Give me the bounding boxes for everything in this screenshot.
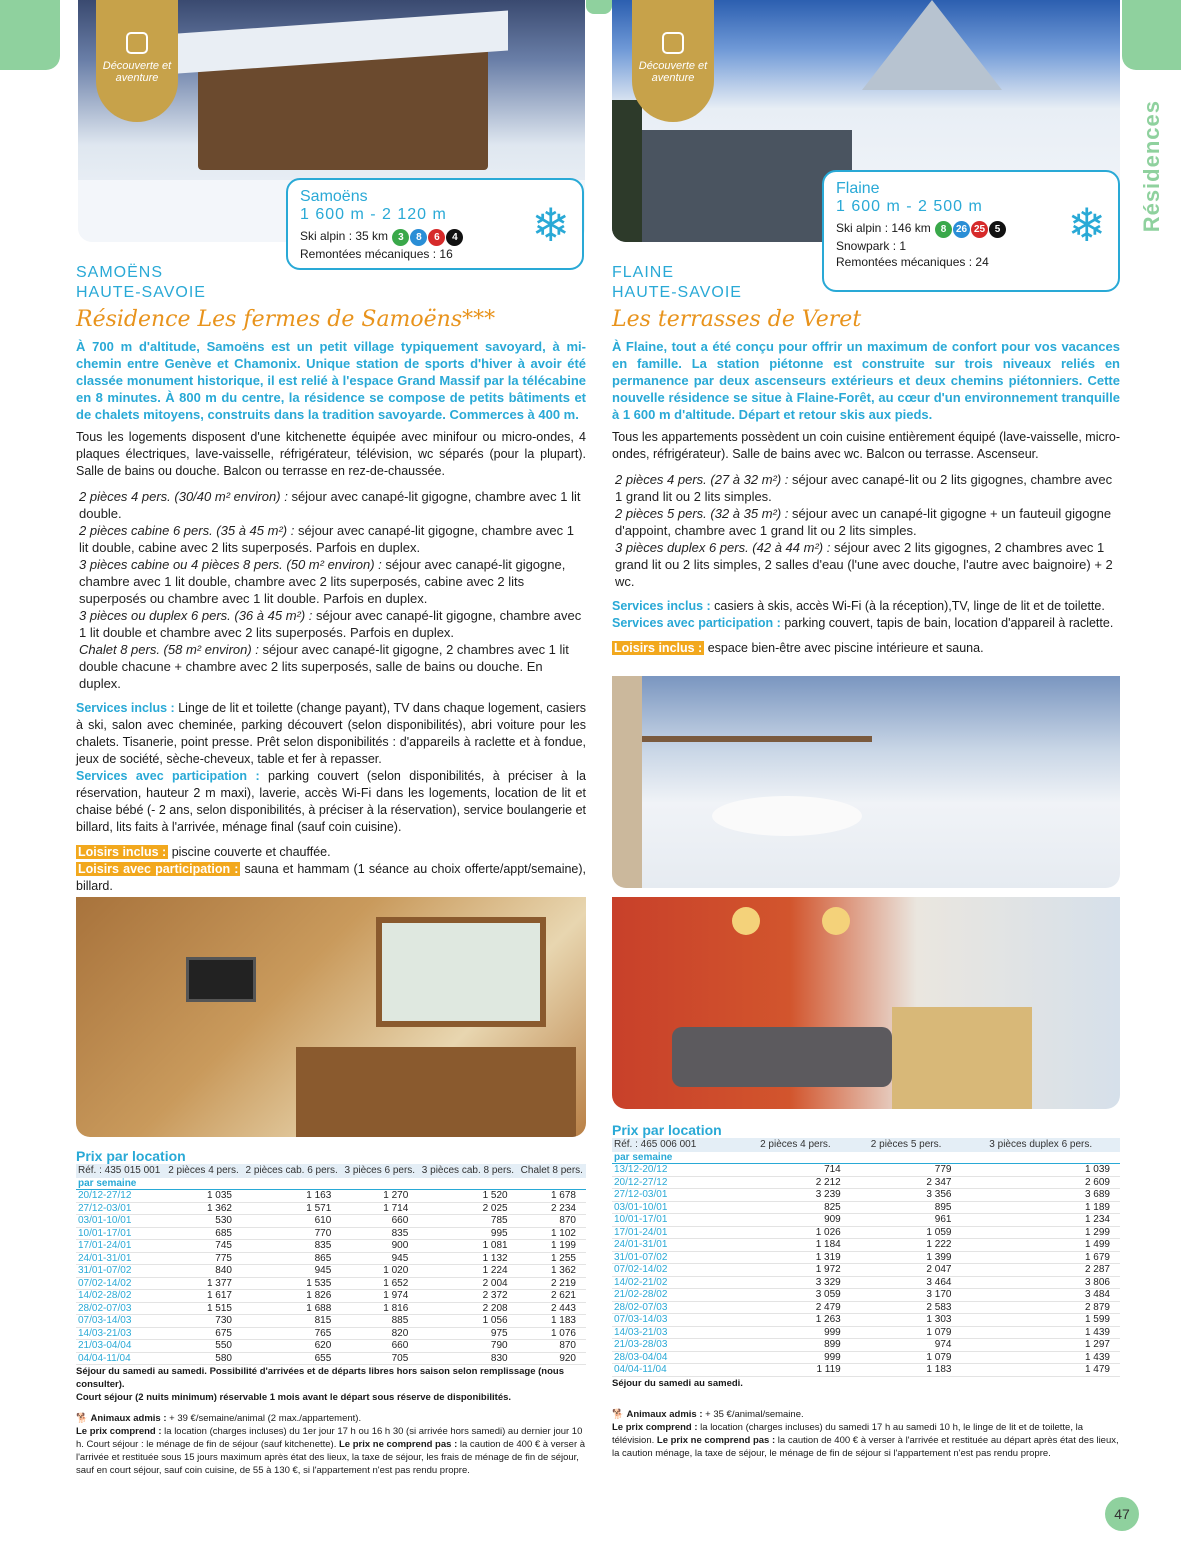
ski-alpin-line: Ski alpin : 35 km 3 8 6 4 bbox=[300, 228, 570, 246]
services-inclus: Services inclus : casiers à skis, accès Wi-Fi (à la réception),TV, linge de lit et de toilette. bbox=[612, 599, 1105, 613]
stay-note: Séjour du samedi au samedi. Possibilité d'arrivées et de départs libres hors saison selon remplissage (nous consulter). bbox=[76, 1366, 564, 1390]
price-title: Prix par location bbox=[612, 1122, 722, 1138]
section-side-label: Résidences bbox=[1139, 100, 1164, 233]
price-cell: 1 319 bbox=[740, 1251, 851, 1264]
price-cell: 1 199 bbox=[518, 1240, 586, 1253]
price-row bbox=[612, 1214, 1120, 1227]
price-row bbox=[612, 1351, 1120, 1364]
price-cell: 1 020 bbox=[341, 1265, 418, 1278]
price-cell: 765 bbox=[242, 1327, 341, 1340]
green-piste-count: 3 bbox=[392, 229, 409, 246]
price-row bbox=[76, 1265, 586, 1278]
blue-piste-count: 26 bbox=[953, 221, 970, 238]
price-cell: 3 239 bbox=[740, 1189, 851, 1202]
price-title: Prix par location bbox=[76, 1148, 186, 1164]
room-item: 3 pièces duplex 6 pers. (42 à 44 m²) : séjour avec 2 lits gigognes, 2 chambres avec 1 grand lit ou 2 lits simples, 2 salles d'eau (l'une avec douche, l'autre avec baignoire) + 2 wc. bbox=[615, 540, 1113, 589]
price-cell: 1 132 bbox=[418, 1252, 517, 1265]
green-tab-left bbox=[0, 0, 60, 70]
price-cell: 1 224 bbox=[418, 1265, 517, 1278]
price-cell: 655 bbox=[242, 1352, 341, 1365]
price-cell: 1 059 bbox=[851, 1226, 962, 1239]
price-cell: 830 bbox=[418, 1352, 517, 1365]
loisirs-participation: Loisirs avec participation : sauna et hammam (1 séance au choix offerte/appt/semaine), billard. bbox=[76, 862, 587, 893]
col-header: 2 pièces 4 pers. bbox=[740, 1138, 851, 1152]
period-cell: 28/03-04/04 bbox=[612, 1351, 740, 1364]
price-cell: 820 bbox=[341, 1327, 418, 1340]
price-cell: 660 bbox=[341, 1215, 418, 1228]
price-row bbox=[612, 1201, 1120, 1214]
price-cell: 3 329 bbox=[740, 1276, 851, 1289]
price-cell: 3 806 bbox=[961, 1276, 1120, 1289]
price-cell: 2 443 bbox=[518, 1302, 586, 1315]
price-cell: 1 439 bbox=[961, 1351, 1120, 1364]
price-cell: 885 bbox=[341, 1315, 418, 1328]
price-cell: 1 362 bbox=[518, 1265, 586, 1278]
price-cell: 1 222 bbox=[851, 1239, 962, 1252]
period-cell: 17/01-24/01 bbox=[612, 1226, 740, 1239]
price-row bbox=[76, 1277, 586, 1290]
price-cell: 1 826 bbox=[242, 1290, 341, 1303]
price-row bbox=[76, 1252, 586, 1265]
price-row bbox=[612, 1189, 1120, 1202]
period-cell: 24/01-31/01 bbox=[612, 1239, 740, 1252]
samoens-interior-photo bbox=[76, 897, 586, 1137]
services-participation: Services avec participation : parking couvert (selon disponibilités, à préciser à la réservation, hauteur 2 m maxi), laverie, accès Wi-Fi dans les logements, location de lit et chaise bébé (- 2 ans, selon disponibilités, à préciser à la réservation), service boulangerie et billard, lits faits à l'arrivée, ménage final (sauf coin cuisine). bbox=[76, 769, 586, 834]
right-content bbox=[612, 263, 1120, 657]
period-cell: 24/01-31/01 bbox=[76, 1252, 165, 1265]
dog-icon: 🐕 bbox=[76, 1413, 91, 1424]
price-cell: 1 056 bbox=[418, 1315, 517, 1328]
period-cell: 21/02-28/02 bbox=[612, 1289, 740, 1302]
price-row bbox=[612, 1326, 1120, 1339]
services-inclus: Services inclus : Linge de lit et toilette (change payant), TV dans chaque logement, casiers à ski, salon avec cheminée, parking découvert (selon disponibilités), abri voiture pour les chalets. Tisanerie, point presse. Prêt selon disponibilités : d'appareils à raclette et à fondue, jeux de société, sèche-cheveux, table et fer à repasser. bbox=[76, 701, 586, 766]
flaine-balcony-photo bbox=[612, 676, 1120, 888]
price-row bbox=[612, 1226, 1120, 1239]
price-row bbox=[76, 1240, 586, 1253]
snowpark-count: Snowpark : 1 bbox=[836, 239, 907, 253]
price-row bbox=[612, 1276, 1120, 1289]
price-row bbox=[612, 1164, 1120, 1177]
red-piste-count: 6 bbox=[428, 229, 445, 246]
room-item: 3 pièces ou duplex 6 pers. (36 à 45 m²) : séjour avec canapé-lit gigogne, chambre avec 1 lit double et chambre avec 2 lits superposés. Parfois en duplex. bbox=[79, 608, 582, 640]
price-cell: 685 bbox=[165, 1227, 242, 1240]
price-row bbox=[76, 1227, 586, 1240]
price-cell: 530 bbox=[165, 1215, 242, 1228]
col-header: Chalet 8 pers. bbox=[518, 1164, 586, 1178]
room-item: Chalet 8 pers. (58 m² environ) : séjour avec canapé-lit gigogne, 2 chambres avec 1 lit double chacune + chambre avec 2 lits superposés, salle de bains ou douche. En duplex. bbox=[79, 642, 569, 691]
room-item: 2 pièces 4 pers. (27 à 32 m²) : séjour avec canapé-lit ou 2 lits gigognes, chambre avec 1 grand lit ou 2 lits simples. bbox=[615, 472, 1113, 504]
per-week-label: par semaine bbox=[612, 1152, 1120, 1164]
price-cell: 1 079 bbox=[851, 1326, 962, 1339]
price-row bbox=[76, 1290, 586, 1303]
price-cell: 1 439 bbox=[961, 1326, 1120, 1339]
period-cell: 21/03-04/04 bbox=[76, 1340, 165, 1353]
residence-title: Les terrasses de Veret bbox=[612, 307, 862, 332]
region-department: HAUTE-SAVOIE bbox=[76, 284, 206, 301]
period-cell: 20/12-27/12 bbox=[76, 1190, 165, 1203]
discovery-badge: Découverte et aventure bbox=[96, 0, 178, 122]
price-cell: 1 479 bbox=[961, 1364, 1120, 1377]
price-cell: 2 212 bbox=[740, 1176, 851, 1189]
blue-piste-count: 8 bbox=[410, 229, 427, 246]
price-cell: 840 bbox=[165, 1265, 242, 1278]
price-cell: 1 399 bbox=[851, 1251, 962, 1264]
right-price-block bbox=[612, 1122, 1120, 1460]
price-cell: 825 bbox=[740, 1201, 851, 1214]
price-row bbox=[76, 1340, 586, 1353]
resort-info-box bbox=[286, 178, 584, 270]
region-department: HAUTE-SAVOIE bbox=[612, 284, 742, 301]
price-cell: 835 bbox=[341, 1227, 418, 1240]
price-cell: 1 026 bbox=[740, 1226, 851, 1239]
period-cell: 31/01-07/02 bbox=[612, 1251, 740, 1264]
resort-altitude: 1 600 m - 2 500 m bbox=[836, 198, 983, 215]
period-cell: 14/03-21/03 bbox=[76, 1327, 165, 1340]
price-cell: 1 189 bbox=[961, 1201, 1120, 1214]
price-cell: 945 bbox=[341, 1252, 418, 1265]
price-row bbox=[76, 1215, 586, 1228]
per-week-label: par semaine bbox=[76, 1178, 586, 1190]
period-cell: 07/02-14/02 bbox=[76, 1277, 165, 1290]
period-cell: 14/02-28/02 bbox=[76, 1290, 165, 1303]
price-cell: 3 059 bbox=[740, 1289, 851, 1302]
price-cell: 1 297 bbox=[961, 1339, 1120, 1352]
period-cell: 10/01-17/01 bbox=[76, 1227, 165, 1240]
price-cell: 2 621 bbox=[518, 1290, 586, 1303]
accommodation-text: Tous les appartements possèdent un coin cuisine entièrement équipé (lave-vaisselle, micro-ondes, réfrigérateur). Salle de bains avec wc. Balcon ou terrasse. Ascenseur. bbox=[612, 430, 1120, 461]
price-cell: 1 183 bbox=[518, 1315, 586, 1328]
price-row bbox=[612, 1176, 1120, 1189]
lifts-count: Remontées mécaniques : 24 bbox=[836, 255, 989, 269]
col-header: 3 pièces cab. 8 pers. bbox=[418, 1164, 517, 1178]
price-cell: 920 bbox=[518, 1352, 586, 1365]
red-piste-count: 25 bbox=[971, 221, 988, 238]
price-cell: 1 599 bbox=[961, 1314, 1120, 1327]
price-cell: 999 bbox=[740, 1326, 851, 1339]
price-cell: 1 617 bbox=[165, 1290, 242, 1303]
price-row bbox=[76, 1352, 586, 1365]
price-cell: 580 bbox=[165, 1352, 242, 1365]
price-cell: 730 bbox=[165, 1315, 242, 1328]
price-cell: 3 484 bbox=[961, 1289, 1120, 1302]
price-cell: 2 234 bbox=[518, 1202, 586, 1215]
price-cell: 1 972 bbox=[740, 1264, 851, 1277]
room-item: 2 pièces cabine 6 pers. (35 à 45 m²) : séjour avec canapé-lit gigogne, chambre avec 1 lit double, cabine avec 2 lits superposés. Parfois en duplex. bbox=[79, 523, 575, 555]
ref-number: Réf. : 435 015 001 bbox=[76, 1164, 165, 1178]
price-cell: 770 bbox=[242, 1227, 341, 1240]
price-cell: 2 287 bbox=[961, 1264, 1120, 1277]
col-header: 2 pièces 4 pers. bbox=[165, 1164, 242, 1178]
price-cell: 2 879 bbox=[961, 1301, 1120, 1314]
col-header: 3 pièces 6 pers. bbox=[341, 1164, 418, 1178]
short-stay-note: Court séjour (2 nuits minimum) réservable 1 mois avant le départ sous réserve de disponibilités. bbox=[76, 1392, 512, 1403]
price-cell: 1 678 bbox=[518, 1190, 586, 1203]
price-cell: 1 234 bbox=[961, 1214, 1120, 1227]
ski-alpin-line: Ski alpin : 146 km 8 26 25 5 bbox=[836, 220, 1106, 238]
price-cell: 815 bbox=[242, 1315, 341, 1328]
price-cell: 2 025 bbox=[418, 1202, 517, 1215]
price-cell: 1 299 bbox=[961, 1226, 1120, 1239]
room-item: 2 pièces 4 pers. (30/40 m² environ) : séjour avec canapé-lit gigogne, chambre avec 1 lit double. bbox=[79, 489, 581, 521]
price-row bbox=[612, 1251, 1120, 1264]
price-cell: 2 479 bbox=[740, 1301, 851, 1314]
price-cell: 2 372 bbox=[418, 1290, 517, 1303]
price-cell: 2 347 bbox=[851, 1176, 962, 1189]
price-cell: 1 270 bbox=[341, 1190, 418, 1203]
period-cell: 07/03-14/03 bbox=[612, 1314, 740, 1327]
price-cell: 1 974 bbox=[341, 1290, 418, 1303]
price-cell: 1 679 bbox=[961, 1251, 1120, 1264]
discovery-badge: Découverte et aventure bbox=[632, 0, 714, 122]
price-cell: 899 bbox=[740, 1339, 851, 1352]
period-cell: 13/12-20/12 bbox=[612, 1164, 740, 1177]
price-cell: 1 119 bbox=[740, 1364, 851, 1377]
services-participation: Services avec participation : parking couvert, tapis de bain, location d'appareil à raclette. bbox=[612, 616, 1114, 630]
price-cell: 1 079 bbox=[851, 1351, 962, 1364]
stay-note: Séjour du samedi au samedi. bbox=[612, 1377, 743, 1389]
price-cell: 1 076 bbox=[518, 1327, 586, 1340]
price-row bbox=[612, 1339, 1120, 1352]
price-row bbox=[612, 1289, 1120, 1302]
period-cell: 07/03-14/03 bbox=[76, 1315, 165, 1328]
price-cell: 2 609 bbox=[961, 1176, 1120, 1189]
col-header: 2 pièces 5 pers. bbox=[851, 1138, 962, 1152]
price-cell: 835 bbox=[242, 1240, 341, 1253]
pets-line: 🐕 Animaux admis : + 35 €/animal/semaine. bbox=[612, 1408, 804, 1420]
period-cell: 21/03-28/03 bbox=[612, 1339, 740, 1352]
room-item: 2 pièces 5 pers. (32 à 35 m²) : séjour avec un canapé-lit gigogne + un fauteuil gigogne d'appoint, chambre avec 1 grand lit ou 2 lits simples. bbox=[615, 506, 1112, 538]
intro-text: À Flaine, tout a été conçu pour offrir un maximum de confort pour vos vacances en famille. La station piétonne est construite sur trois niveaux reliés en permanence par deux ascenseurs extérieurs et deux chemins piétonniers. Cette nouvelle résidence se situe à Flaine-Forêt, au cœur d'un environnement tranquille à 1 600 m d'altitude. Départ et retour skis aux pieds. bbox=[612, 339, 1120, 422]
region-town: FLAINE bbox=[612, 264, 675, 281]
price-cell: 999 bbox=[740, 1351, 851, 1364]
pets-line: 🐕 Animaux admis : + 39 €/semaine/animal (2 max./appartement). bbox=[76, 1413, 362, 1424]
price-row bbox=[612, 1264, 1120, 1277]
price-cell: 1 688 bbox=[242, 1302, 341, 1315]
price-cell: 961 bbox=[851, 1214, 962, 1227]
black-piste-count: 5 bbox=[989, 221, 1006, 238]
price-cell: 610 bbox=[242, 1215, 341, 1228]
price-cell: 2 047 bbox=[851, 1264, 962, 1277]
period-cell: 17/01-24/01 bbox=[76, 1240, 165, 1253]
price-cell: 1 362 bbox=[165, 1202, 242, 1215]
accommodation-text: Tous les logements disposent d'une kitchenette équipée avec minifour ou micro-ondes, 4 plaques électriques, lave-vaisselle, réfrigérateur, télévision, wc séparés (pour la plupart). Salle de bains ou douche. Balcon ou terrasse en rez-de-chaussée. bbox=[76, 430, 586, 478]
period-cell: 27/12-03/01 bbox=[612, 1189, 740, 1202]
price-row bbox=[76, 1327, 586, 1340]
price-cell: 1 652 bbox=[341, 1277, 418, 1290]
flaine-living-room-photo bbox=[612, 897, 1120, 1109]
period-cell: 14/03-21/03 bbox=[612, 1326, 740, 1339]
price-cell: 1 499 bbox=[961, 1239, 1120, 1252]
price-row bbox=[76, 1315, 586, 1328]
snowflake-icon: ❄ bbox=[1067, 199, 1106, 251]
price-cell: 995 bbox=[418, 1227, 517, 1240]
loisirs-inclus: Loisirs inclus : espace bien-être avec piscine intérieure et sauna. bbox=[614, 641, 984, 655]
price-conditions: Le prix comprend : la location (charges incluses) du samedi 17 h au samedi 10 h, le linge de lit et de toilette, la télévision. Le prix ne comprend pas : la caution de 400 € à verser à l'arrivée et restituée au départ après état des lieux, la caution ménage, la taxe de séjour, le ménage de fin de séjour si l'appartement n'est pas rendu propre. bbox=[612, 1421, 1119, 1459]
loisirs-inclus: Loisirs inclus : piscine couverte et chauffée. bbox=[78, 845, 331, 859]
col-header: 3 pièces duplex 6 pers. bbox=[961, 1138, 1120, 1152]
price-cell: 1 184 bbox=[740, 1239, 851, 1252]
resort-altitude: 1 600 m - 2 120 m bbox=[300, 206, 447, 223]
price-cell: 779 bbox=[851, 1164, 962, 1177]
price-cell: 945 bbox=[242, 1265, 341, 1278]
price-cell: 1 035 bbox=[165, 1190, 242, 1203]
price-row bbox=[612, 1364, 1120, 1377]
snowflake-icon: ❄ bbox=[531, 199, 570, 251]
left-content bbox=[76, 263, 586, 895]
price-cell: 1 163 bbox=[242, 1190, 341, 1203]
price-cell: 705 bbox=[341, 1352, 418, 1365]
price-cell: 1 255 bbox=[518, 1252, 586, 1265]
price-cell: 1 039 bbox=[961, 1164, 1120, 1177]
price-cell: 900 bbox=[341, 1240, 418, 1253]
black-piste-count: 4 bbox=[446, 229, 463, 246]
price-cell: 1 303 bbox=[851, 1314, 962, 1327]
period-cell: 20/12-27/12 bbox=[612, 1176, 740, 1189]
price-cell: 675 bbox=[165, 1327, 242, 1340]
price-cell: 870 bbox=[518, 1215, 586, 1228]
price-row bbox=[612, 1314, 1120, 1327]
period-cell: 31/01-07/02 bbox=[76, 1265, 165, 1278]
period-cell: 28/02-07/03 bbox=[612, 1301, 740, 1314]
price-row bbox=[76, 1190, 586, 1203]
green-piste-count: 8 bbox=[935, 221, 952, 238]
lifts-count: Remontées mécaniques : 16 bbox=[300, 247, 453, 261]
period-cell: 04/04-11/04 bbox=[76, 1352, 165, 1365]
price-cell: 2 208 bbox=[418, 1302, 517, 1315]
right-price-table bbox=[612, 1138, 1120, 1377]
price-cell: 660 bbox=[341, 1340, 418, 1353]
period-cell: 07/02-14/02 bbox=[612, 1264, 740, 1277]
dog-icon: 🐕 bbox=[612, 1408, 627, 1420]
price-cell: 790 bbox=[418, 1340, 517, 1353]
period-cell: 03/01-10/01 bbox=[612, 1201, 740, 1214]
ref-number: Réf. : 465 006 001 bbox=[612, 1138, 740, 1152]
region-town: SAMOËNS bbox=[76, 264, 164, 281]
price-cell: 1 816 bbox=[341, 1302, 418, 1315]
price-cell: 1 377 bbox=[165, 1277, 242, 1290]
price-cell: 870 bbox=[518, 1340, 586, 1353]
price-row bbox=[612, 1301, 1120, 1314]
price-cell: 745 bbox=[165, 1240, 242, 1253]
price-row bbox=[612, 1239, 1120, 1252]
period-cell: 27/12-03/01 bbox=[76, 1202, 165, 1215]
period-cell: 04/04-11/04 bbox=[612, 1364, 740, 1377]
price-cell: 1 520 bbox=[418, 1190, 517, 1203]
price-cell: 1 081 bbox=[418, 1240, 517, 1253]
period-cell: 28/02-07/03 bbox=[76, 1302, 165, 1315]
green-tab-center bbox=[586, 0, 612, 14]
price-cell: 1 183 bbox=[851, 1364, 962, 1377]
price-cell: 1 102 bbox=[518, 1227, 586, 1240]
room-list bbox=[612, 471, 1120, 590]
price-cell: 620 bbox=[242, 1340, 341, 1353]
price-cell: 2 219 bbox=[518, 1277, 586, 1290]
price-cell: 785 bbox=[418, 1215, 517, 1228]
period-cell: 10/01-17/01 bbox=[612, 1214, 740, 1227]
price-cell: 2 004 bbox=[418, 1277, 517, 1290]
price-cell: 909 bbox=[740, 1214, 851, 1227]
price-cell: 775 bbox=[165, 1252, 242, 1265]
left-price-block bbox=[76, 1148, 586, 1477]
price-cell: 714 bbox=[740, 1164, 851, 1177]
price-cell: 1 263 bbox=[740, 1314, 851, 1327]
col-header: 2 pièces cab. 6 pers. bbox=[242, 1164, 341, 1178]
period-cell: 14/02-21/02 bbox=[612, 1276, 740, 1289]
backpack-icon bbox=[126, 32, 148, 54]
price-row bbox=[76, 1302, 586, 1315]
price-cell: 550 bbox=[165, 1340, 242, 1353]
price-cell: 1 515 bbox=[165, 1302, 242, 1315]
intro-text: À 700 m d'altitude, Samoëns est un petit village typiquement savoyard, à mi-chemin entre Genève et Chamonix. Unique station de sports d'hiver à avoir été classée monument historique, il est relié à l'espace Grand Massif par la télécabine en 8 minutes. À 800 m du centre, la résidence se compose de petits bâtiments et de chalets mitoyens, construits dans la tradition savoyarde. Commerces à 400 m. bbox=[76, 339, 586, 422]
price-cell: 3 170 bbox=[851, 1289, 962, 1302]
price-cell: 895 bbox=[851, 1201, 962, 1214]
green-tab-right bbox=[1122, 0, 1181, 70]
price-cell: 3 689 bbox=[961, 1189, 1120, 1202]
price-cell: 1 571 bbox=[242, 1202, 341, 1215]
price-row bbox=[76, 1202, 586, 1215]
price-cell: 3 356 bbox=[851, 1189, 962, 1202]
resort-name: Samoëns bbox=[300, 188, 368, 205]
page-number: 47 bbox=[1105, 1497, 1139, 1531]
price-cell: 974 bbox=[851, 1339, 962, 1352]
residence-title: Résidence Les fermes de Samoëns*** bbox=[76, 307, 496, 332]
price-conditions: Le prix comprend : la location (charges incluses) du 1er jour 17 h ou 16 h 30 (si arrivée hors samedi) au dernier jour 10 h. Court séjour : le ménage de fin de séjour (sauf kitchenette). Le prix ne comprend pas : la caution de 400 € à verser à l'arrivée et restituée sous 15 jours maximum après état des lieux, la taxe de séjour, les frais de ménage de fin de séjour, sauf en court séjour, sauf coin cuisine, de 55 à 130 €, si l'appartement n'est pas rendu propre. bbox=[76, 1426, 586, 1476]
price-cell: 1 535 bbox=[242, 1277, 341, 1290]
price-cell: 975 bbox=[418, 1327, 517, 1340]
price-cell: 1 714 bbox=[341, 1202, 418, 1215]
price-cell: 865 bbox=[242, 1252, 341, 1265]
backpack-icon bbox=[662, 32, 684, 54]
resort-name: Flaine bbox=[836, 180, 880, 197]
room-list bbox=[76, 488, 586, 692]
price-cell: 2 583 bbox=[851, 1301, 962, 1314]
period-cell: 03/01-10/01 bbox=[76, 1215, 165, 1228]
left-price-table bbox=[76, 1164, 586, 1365]
price-cell: 3 464 bbox=[851, 1276, 962, 1289]
room-item: 3 pièces cabine ou 4 pièces 8 pers. (50 m² environ) : séjour avec canapé-lit gigogne, chambre avec 1 lit double, chambre avec 2 lits superposés, cabine avec 2 lits superposés ou chambre avec 1 lit double. Parfois en duplex. bbox=[79, 557, 566, 606]
